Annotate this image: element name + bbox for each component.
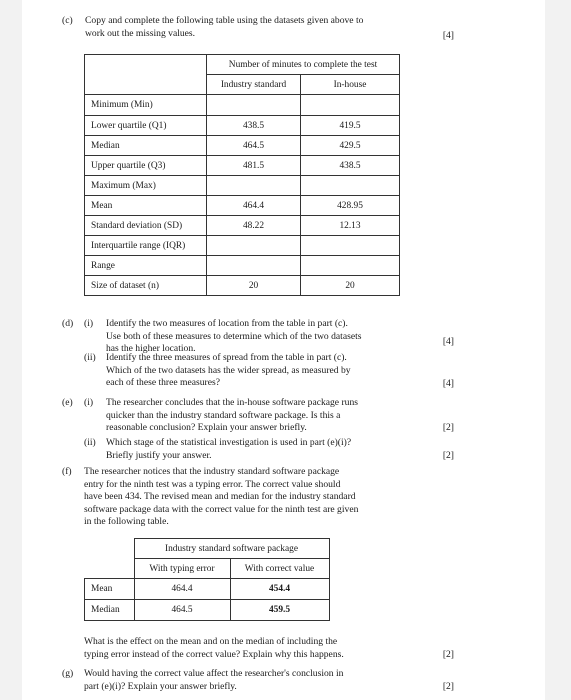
- left-margin: [0, 0, 22, 700]
- table-group-header: Industry standard software package: [134, 539, 329, 559]
- table-group-header: Number of minutes to complete the test: [207, 55, 400, 75]
- table-corner: [85, 55, 207, 95]
- part-e-label: (e): [62, 397, 73, 408]
- table-row: Maximum (Max): [85, 176, 400, 196]
- table-row: Standard deviation (SD) 48.22 12.13: [85, 216, 400, 236]
- part-d-ii-label: (ii): [84, 352, 96, 363]
- corrected-values-table: [84, 538, 330, 621]
- table-row: Mean 464.4 454.4: [85, 579, 330, 600]
- table-row: Size of dataset (n) 20 20: [85, 276, 400, 296]
- part-e-ii-text: Which stage of the statistical investigation is used in part (e)(i)? Briefly justify your answer.: [106, 437, 352, 461]
- part-f-question: What is the effect on the mean and on the median of including the typing error instead of the correct value? Explain why this happens.: [84, 636, 344, 660]
- part-g-marks: [2]: [442, 681, 454, 692]
- table-row: Interquartile range (IQR): [85, 236, 400, 256]
- part-c-label: (c): [62, 15, 73, 26]
- right-margin: [545, 0, 571, 700]
- part-e-i-marks: [2]: [442, 422, 454, 433]
- part-d-i-text: Identify the two measures of location from the table in part (c). Use both of these measures to determine which of the two datasets has the higher location.: [106, 318, 362, 354]
- part-g-text: Would having the correct value affect the researcher's conclusion in part (e)(i)? Explain your answer briefly.: [84, 668, 344, 692]
- part-d-label: (d): [62, 318, 74, 329]
- col-header-correct: With correct value: [230, 559, 329, 579]
- part-d-i-label: (i): [84, 318, 94, 329]
- part-f-label: (f): [62, 466, 72, 477]
- statistics-table: [84, 54, 400, 296]
- table-corner: [85, 539, 135, 579]
- col-header-inhouse: In-house: [301, 75, 400, 95]
- table-row: Upper quartile (Q3) 481.5 438.5: [85, 156, 400, 176]
- part-d-ii-marks: [4]: [442, 378, 454, 389]
- table-row: Median 464.5 459.5: [85, 600, 330, 621]
- part-c-marks: [4]: [442, 30, 454, 41]
- table-row: Range: [85, 256, 400, 276]
- part-f-marks: [2]: [442, 649, 454, 660]
- part-e-i-text: The researcher concludes that the in-house software package runs quicker than the industry standard software package. Is this a reasonable conclusion? Explain your answer briefly.: [106, 397, 358, 433]
- part-f-text: The researcher notices that the industry standard software package entry for the ninth test was a typing error. The correct value should have been 434. The revised mean and median for the industry standard software package data with the correct value for the ninth test are given in the following table.: [84, 466, 359, 527]
- col-header-industry: Industry standard: [207, 75, 301, 95]
- part-c-text: Copy and complete the following table using the datasets given above to work out the missing values.: [85, 15, 364, 39]
- part-d-i-marks: [4]: [442, 336, 454, 347]
- table-row: Median 464.5 429.5: [85, 136, 400, 156]
- table-row: Minimum (Min): [85, 95, 400, 116]
- part-e-i-label: (i): [84, 397, 94, 408]
- part-g-label: (g): [62, 668, 74, 679]
- part-d-ii-text: Identify the three measures of spread from the table in part (c). Which of the two datasets has the wider spread, as measured by each of these three measures?: [106, 352, 351, 388]
- table-row: Lower quartile (Q1) 438.5 419.5: [85, 116, 400, 136]
- part-e-ii-label: (ii): [84, 437, 96, 448]
- col-header-with-error: With typing error: [134, 559, 230, 579]
- part-e-ii-marks: [2]: [442, 450, 454, 461]
- table-row: Mean 464.4 428.95: [85, 196, 400, 216]
